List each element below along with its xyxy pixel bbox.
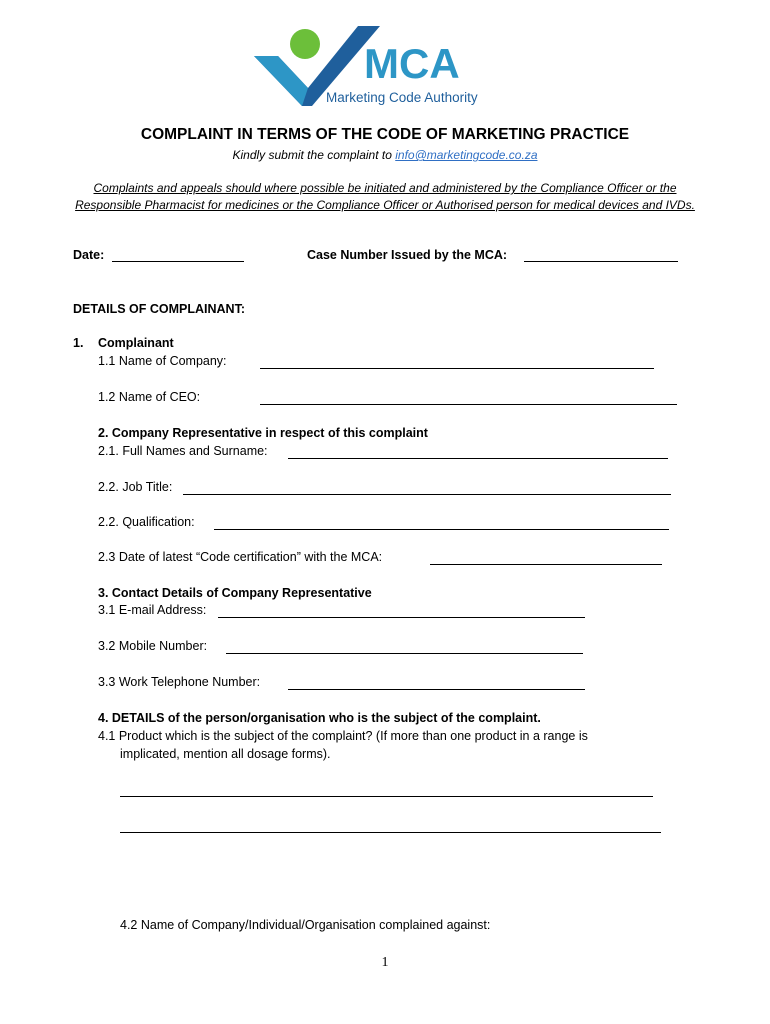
work-phone-label: 3.3 Work Telephone Number: [98,675,261,689]
rep-qualification-label: 2.2. Qualification: [98,515,195,529]
date-field[interactable] [112,261,244,262]
product-answer-field-2[interactable] [120,832,661,833]
page-title: COMPLAINT IN TERMS OF THE CODE OF MARKETING PRACTICE [140,126,630,143]
logo-tagline: Marketing Code Authority [326,90,478,105]
company-name-label: 1.1 Name of Company: [98,354,227,368]
section-1-number: 1. [73,336,84,350]
email-label: 3.1 E-mail Address: [98,603,207,617]
page-number: 1 [381,955,389,970]
code-certification-field[interactable] [430,564,662,565]
mobile-field[interactable] [226,653,583,654]
section-4-title: 4. DETAILS of the person/organisation who is the subject of the complaint. [98,711,541,725]
section-1-title: Complainant [98,336,174,350]
rep-job-title-label: 2.2. Job Title: [98,480,173,494]
details-heading: DETAILS OF COMPLAINANT: [73,302,245,316]
ceo-name-field[interactable] [260,404,677,405]
mca-logo [250,22,520,108]
logo-acronym: MCA [364,40,460,87]
logo-green-dot [290,29,320,59]
section-3-title: 3. Contact Details of Company Representative [98,586,372,600]
section-2-title: 2. Company Representative in respect of this complaint [98,426,428,440]
notice-text: Complaints and appeals should where possible be initiated and administered by the Compliance Officer or the Responsible Pharmacist for medicines or the Compliance Officer or Authorised person for medical devices and IVDs. [75,181,695,212]
rep-fullname-label: 2.1. Full Names and Surname: [98,444,268,458]
mobile-label: 3.2 Mobile Number: [98,639,208,653]
submit-prefix: Kindly submit the complaint to [232,148,396,162]
product-question-line2: implicated, mention all dosage forms). [120,747,331,761]
product-answer-field-1[interactable] [120,796,653,797]
product-question-line1: 4.1 Product which is the subject of the complaint? (If more than one product in a range is [98,729,588,743]
case-number-field[interactable] [524,261,678,262]
company-name-field[interactable] [260,368,654,369]
submit-email-link[interactable]: info@marketingcode.co.za [395,148,538,162]
rep-job-title-field[interactable] [183,494,671,495]
work-phone-field[interactable] [288,689,585,690]
submit-instruction [0,148,770,162]
rep-fullname-field[interactable] [288,458,668,459]
logo-check-shade [254,56,308,106]
rep-qualification-field[interactable] [214,529,669,530]
case-number-label: Case Number Issued by the MCA: [307,248,508,262]
email-field[interactable] [218,617,585,618]
date-label: Date: [73,248,105,262]
company-complained-against-label: 4.2 Name of Company/Individual/Organisation complained against: [120,918,491,932]
ceo-name-label: 1.2 Name of CEO: [98,390,201,404]
code-certification-label: 2.3 Date of latest “Code certification” with the MCA: [98,550,383,564]
